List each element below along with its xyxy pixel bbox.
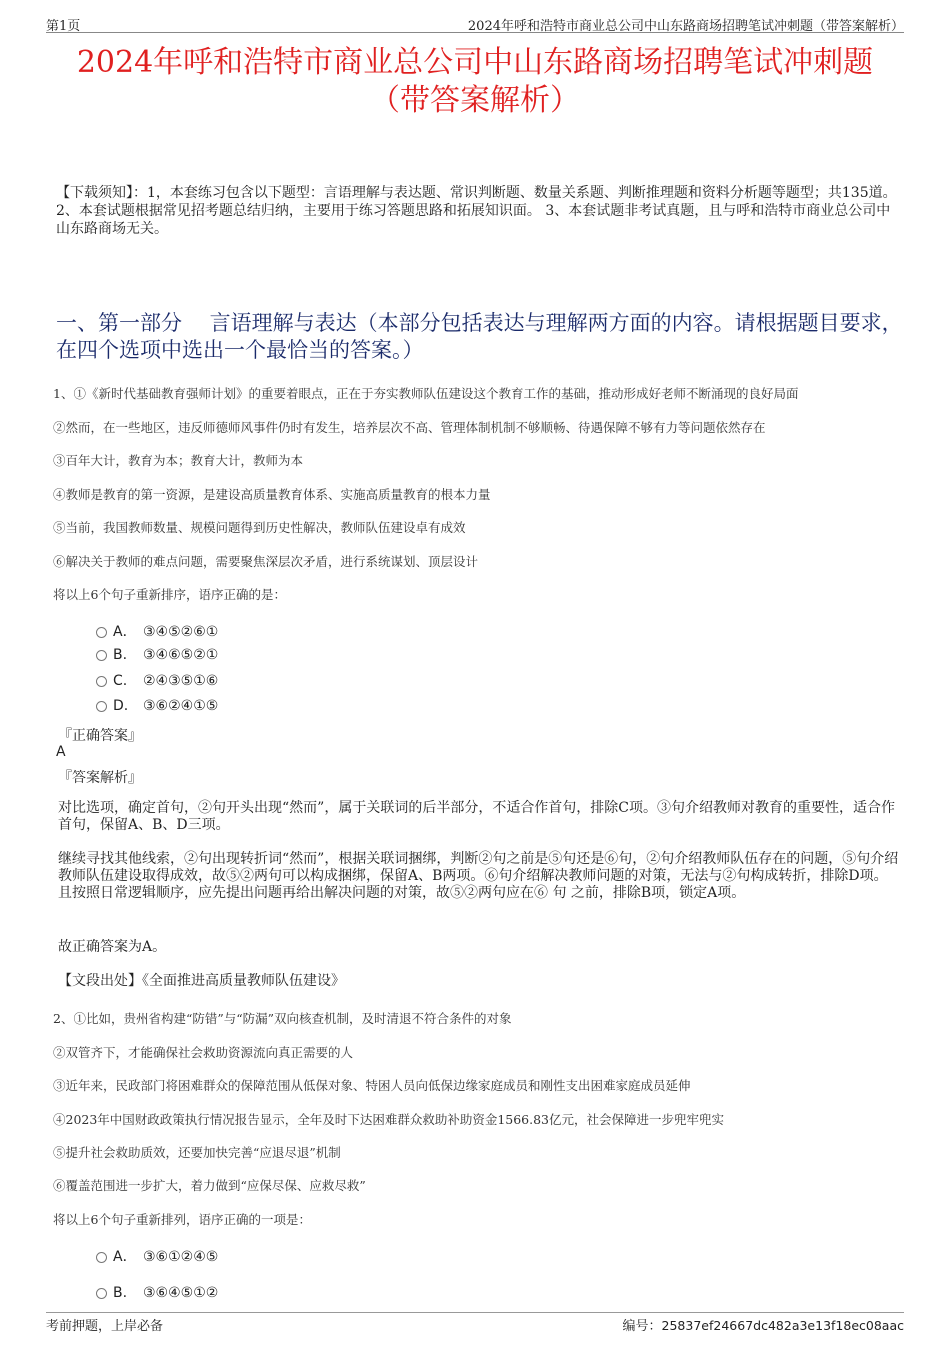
q2-line: ③近年来，民政部门将困难群众的保障范围从低保对象、特困人员向低保边缘家庭成员和刚性支出困难家庭成员延伸 bbox=[53, 1078, 691, 1093]
footer-slogan: 考前押题，上岸必备 bbox=[46, 1319, 164, 1334]
q1-option-b[interactable] bbox=[96, 647, 218, 663]
source-citation: 【文段出处】《全面推进高质量教师队伍建设》 bbox=[58, 973, 345, 989]
option-key: B. bbox=[113, 647, 128, 663]
option-key: C. bbox=[113, 673, 128, 689]
option-text: ③④⑥⑤②① bbox=[143, 647, 219, 663]
option-text: ②④③⑤①⑥ bbox=[143, 673, 219, 689]
radio-icon[interactable] bbox=[96, 701, 107, 712]
q1-line: ②然而，在一些地区，违反师德师风事件仍时有发生，培养层次不高、管理体制机制不够顺畅、待遇保障不够有力等问题依然存在 bbox=[53, 420, 766, 435]
analysis-paragraph: 对比选项，确定首句，②句开头出现“然而”，属于关联词的后半部分，不适合作首句，排除C项。③句介绍教师对教育的重要性，适合作首句，保留A、B、D三项。 bbox=[58, 800, 896, 833]
q2-line: 2、①比如，贵州省构建“防错”与“防漏”双向核查机制，及时清退不符合条件的对象 bbox=[53, 1011, 512, 1026]
radio-icon[interactable] bbox=[96, 676, 107, 687]
q2-option-a[interactable] bbox=[96, 1246, 218, 1266]
analysis-label: 『答案解析』 bbox=[58, 770, 142, 786]
q1-line: ④教师是教育的第一资源，是建设高质量教育体系、实施高质量教育的根本力量 bbox=[53, 487, 491, 502]
q2-line: ⑥覆盖范围进一步扩大，着力做到“应保尽保、应救尽救” bbox=[53, 1178, 366, 1193]
q1-prompt: 将以上6个句子重新排序，语序正确的是： bbox=[53, 587, 286, 602]
radio-icon[interactable] bbox=[96, 650, 107, 661]
q2-line: ④2023年中国财政政策执行情况报告显示，全年及时下达困难群众救助补助资金1566.83亿元，社会保障进一步兜牢兜实 bbox=[53, 1112, 725, 1127]
page-title bbox=[40, 44, 910, 120]
q1-option-d[interactable] bbox=[96, 698, 218, 714]
answer-label: 『正确答案』 bbox=[58, 728, 142, 744]
option-text: ③⑥②④①⑤ bbox=[143, 698, 219, 714]
header-doc-title: 2024年呼和浩特市商业总公司中山东路商场招聘笔试冲刺题（带答案解析） bbox=[467, 19, 904, 34]
title-line-2: （带答案解析） bbox=[370, 83, 580, 118]
page-header bbox=[46, 14, 904, 33]
download-notice: 【下载须知】：1，本套练习包含以下题型：言语理解与表达题、常识判断题、数量关系题、判断推理题和资料分析题等题型；共135道。 2、本套试题根据常见招考题总结归纳，主要用于练习答题思路和拓展知识面。 3、本套试题非考试真题，且与呼和浩特市商业总公司中山东路商场无关。 bbox=[56, 185, 897, 237]
radio-icon[interactable] bbox=[96, 1252, 107, 1263]
answer-value: A bbox=[56, 744, 66, 760]
option-text: ③④⑤②⑥① bbox=[143, 624, 219, 640]
option-key: A． bbox=[113, 624, 137, 640]
option-key: A． bbox=[113, 1249, 137, 1265]
section-heading: 一、第一部分 言语理解与表达（本部分包括表达与理解两方面的内容。请根据题目要求，在四个选项中选出一个最恰当的答案。） bbox=[56, 311, 903, 362]
radio-icon[interactable] bbox=[96, 1288, 107, 1299]
analysis-conclusion: 故正确答案为A。 bbox=[58, 939, 167, 955]
code-value: 25837ef24667dc482a3e13f18ec08aac bbox=[661, 1318, 904, 1333]
q1-option-c[interactable] bbox=[96, 673, 218, 689]
footer-code bbox=[623, 1315, 904, 1334]
q2-line: ②双管齐下，才能确保社会救助资源流向真正需要的人 bbox=[53, 1045, 354, 1060]
q1-line: ③百年大计，教育为本；教育大计，教师为本 bbox=[53, 453, 304, 468]
code-label: 编号： bbox=[622, 1319, 662, 1334]
q1-line: ⑤当前，我国教师数量、规模问题得到历史性解决，教师队伍建设卓有成效 bbox=[53, 520, 466, 535]
page-footer bbox=[46, 1312, 904, 1333]
q1-line: ⑥解决关于教师的难点问题，需要聚焦深层次矛盾，进行系统谋划、顶层设计 bbox=[53, 554, 479, 569]
q1-line: 1、①《新时代基础教育强师计划》的重要着眼点，正在于夯实教师队伍建设这个教育工作的基础，推动形成好老师不断涌现的良好局面 bbox=[53, 386, 799, 401]
q2-line: ⑤提升社会救助质效，还要加快完善“应退尽退”机制 bbox=[53, 1145, 341, 1160]
radio-icon[interactable] bbox=[96, 627, 107, 638]
option-key: B. bbox=[113, 1285, 128, 1301]
q1-option-a[interactable] bbox=[96, 621, 218, 641]
page-number: 第1页 bbox=[46, 19, 81, 34]
q2-option-b[interactable] bbox=[96, 1285, 218, 1301]
option-text: ③⑥④⑤①② bbox=[143, 1285, 219, 1301]
option-text: ③⑥①②④⑤ bbox=[143, 1249, 219, 1265]
analysis-paragraph: 继续寻找其他线索，②句出现转折词“然而”，根据关联词捆绑，判断②句之前是⑤句还是⑥句，②句介绍教师队伍存在的问题，⑤句介绍教师队伍建设取得成效，故⑤②两句可以构成捆绑，保留A、B两项。⑥句介绍解决教师问题的对策，无法与②句构成转折，排除D项。且按照日常逻辑顺序，应先提出问题再给出解决问题的对策，故⑤②两句应在⑥ 句 之前，排除B项，锁定A项。 bbox=[58, 851, 899, 901]
title-line-1: 2024年呼和浩特市商业总公司中山东路商场招聘笔试冲刺题 bbox=[76, 45, 874, 80]
option-key: D. bbox=[113, 698, 129, 714]
q2-prompt: 将以上6个句子重新排列，语序正确的一项是： bbox=[53, 1212, 311, 1227]
